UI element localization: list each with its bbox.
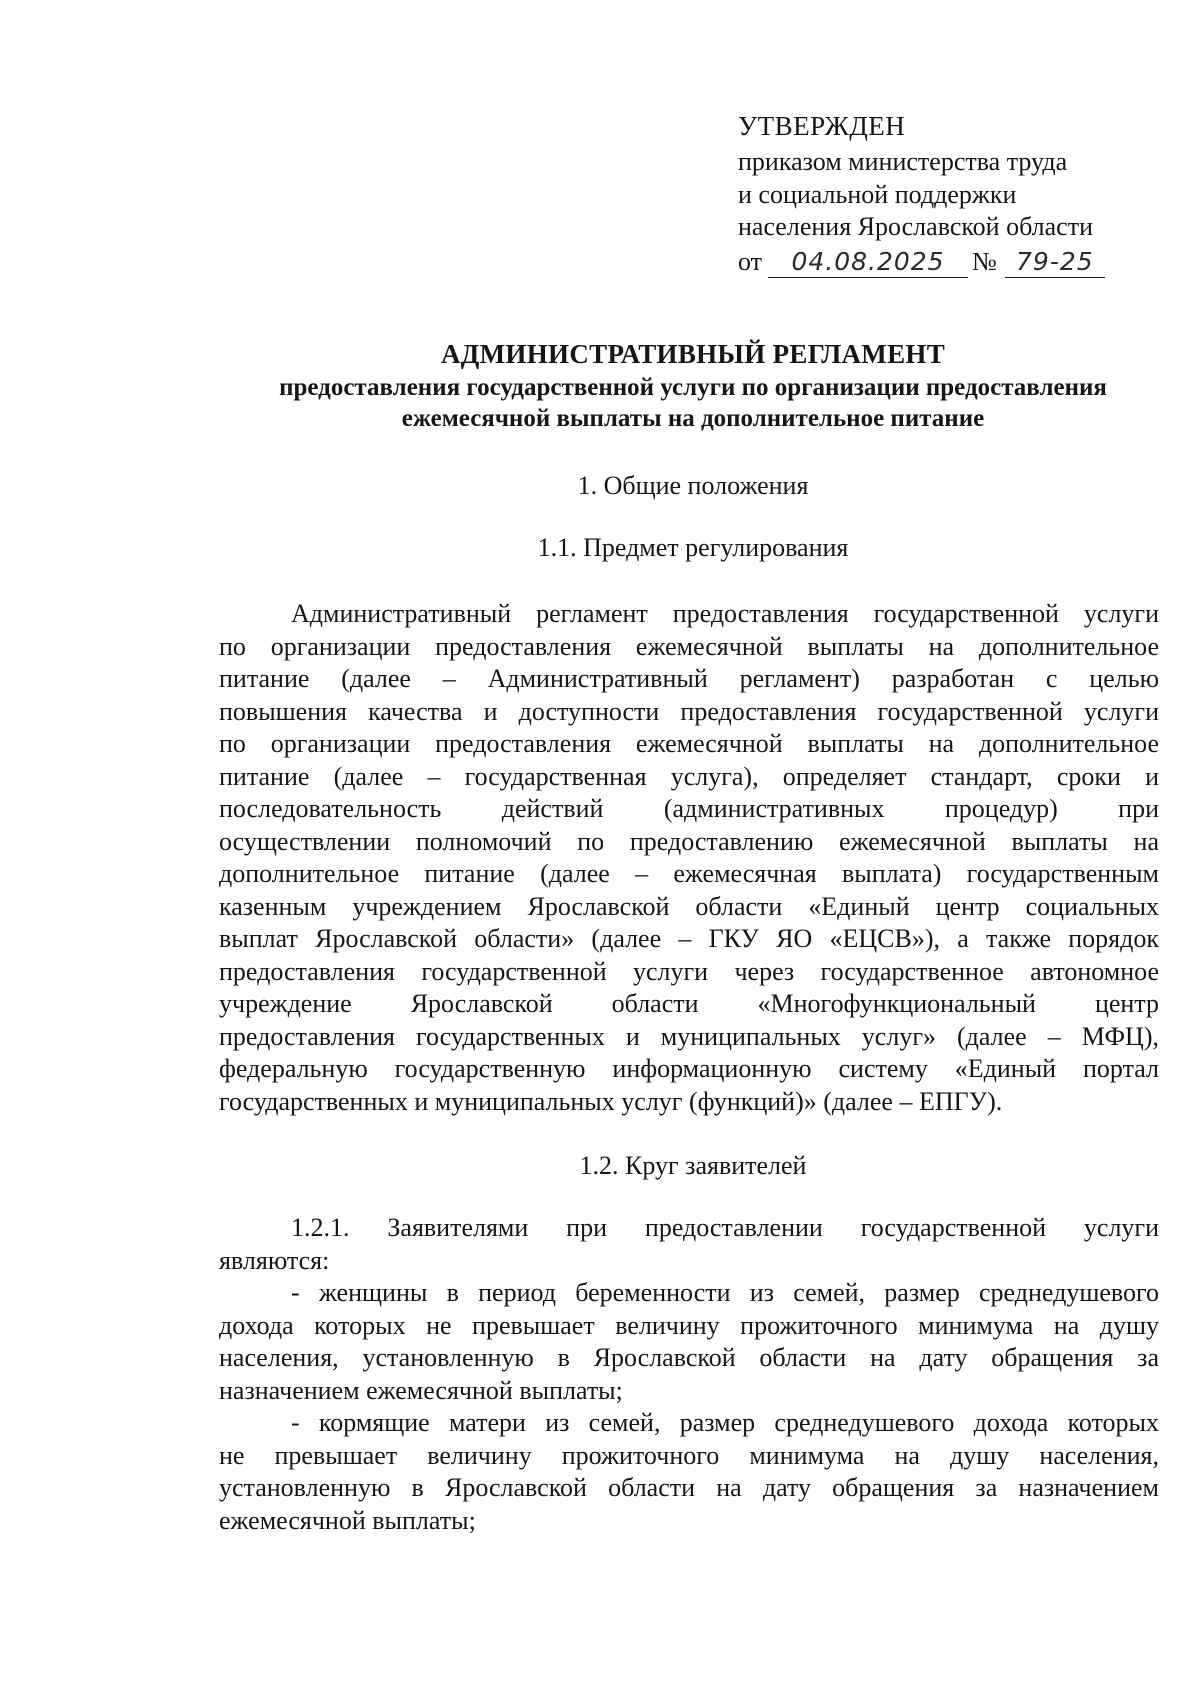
text-line: дохода которых не превышает величину прожиточного минимума на душу — [219, 1310, 1159, 1340]
section-heading-general: 1. Общие положения — [577, 471, 809, 500]
text-line: по организации предоставления ежемесячной выплаты на дополнительное — [219, 631, 1159, 661]
text-line: выплат Ярославской области» (далее – ГКУ ЯО «ЕЦСВ»), а также порядок — [219, 924, 1159, 953]
paragraph-subject — [219, 598, 1159, 1118]
approval-block — [738, 110, 1178, 282]
approval-heading: УТВЕРЖДЕН — [738, 111, 906, 141]
text-line: повышения качества и доступности предоставления государственной услуги — [219, 696, 1159, 726]
text-line: казенным учреждением Ярославской области «Единый центр социальных — [219, 891, 1159, 921]
text-line: учреждение Ярославской области «Многофункциональный центр — [219, 989, 1159, 1018]
approval-line: и социальной поддержки — [738, 179, 1017, 209]
text-line: государственных и муниципальных услуг (функций)» (далее – ЕПГУ). — [219, 1086, 1003, 1116]
text-line: - кормящие матери из семей, размер среднедушевого дохода которых — [291, 1408, 1159, 1437]
title-sub-line: предоставления государственной услуги по организации предоставления — [279, 374, 1107, 401]
text-line: по организации предоставления ежемесячной выплаты на дополнительное — [219, 729, 1159, 758]
handwritten-date: 04.08.2025 — [768, 247, 968, 278]
text-line: назначением ежемесячной выплаты; — [219, 1375, 623, 1405]
title-sub-line: ежемесячной выплаты на дополнительное питание — [401, 405, 985, 432]
text-line: питание (далее – государственная услуга), определяет стандарт, сроки и — [219, 761, 1159, 791]
approval-line: приказом министерства труда — [738, 147, 1068, 176]
text-line: Административный регламент предоставления государственной услуги — [291, 599, 1159, 628]
subsection-heading-subject: 1.1. Предмет регулирования — [537, 533, 849, 562]
text-line: дополнительное питание (далее – ежемесячная выплата) государственным — [219, 859, 1159, 888]
title-main: АДМИНИСТРАТИВНЫЙ РЕГЛАМЕНТ — [440, 339, 946, 369]
text-line: не превышает величину прожиточного минимума на душу населения, — [219, 1440, 1159, 1470]
approval-date-row — [738, 246, 1178, 282]
text-line: 1.2.1. Заявителями при предоставлении государственной услуги — [291, 1213, 1159, 1242]
number-sign: № — [972, 246, 997, 276]
text-line: населения, установленную в Ярославской области на дату обращения за — [219, 1343, 1159, 1372]
text-line: предоставления государственных и муниципальных услуг» (далее – МФЦ), — [219, 1021, 1159, 1051]
text-line: последовательность действий (административных процедур) при — [219, 794, 1159, 823]
text-line: предоставления государственной услуги через государственное автономное — [219, 956, 1159, 986]
text-line: - женщины в период беременности из семей, размер среднедушевого — [291, 1278, 1159, 1307]
handwritten-number: 79-25 — [1005, 247, 1105, 278]
text-line: установленную в Ярославской области на дату обращения за назначением — [219, 1473, 1159, 1502]
document-title — [208, 336, 1178, 434]
text-line: осуществлении полномочий по предоставлению ежемесячной выплаты на — [219, 826, 1159, 856]
text-line: ежемесячной выплаты; — [219, 1505, 476, 1535]
date-prefix: от — [738, 246, 763, 276]
text-line: являются: — [219, 1245, 330, 1275]
text-line: федеральную государственную информационную систему «Единый портал — [219, 1054, 1159, 1083]
text-line: питание (далее – Административный регламент) разработан с целью — [219, 664, 1159, 693]
paragraph-applicants — [219, 1212, 1159, 1537]
approval-line: населения Ярославской области — [738, 212, 1093, 241]
subsection-heading-applicants: 1.2. Круг заявителей — [579, 1151, 807, 1180]
